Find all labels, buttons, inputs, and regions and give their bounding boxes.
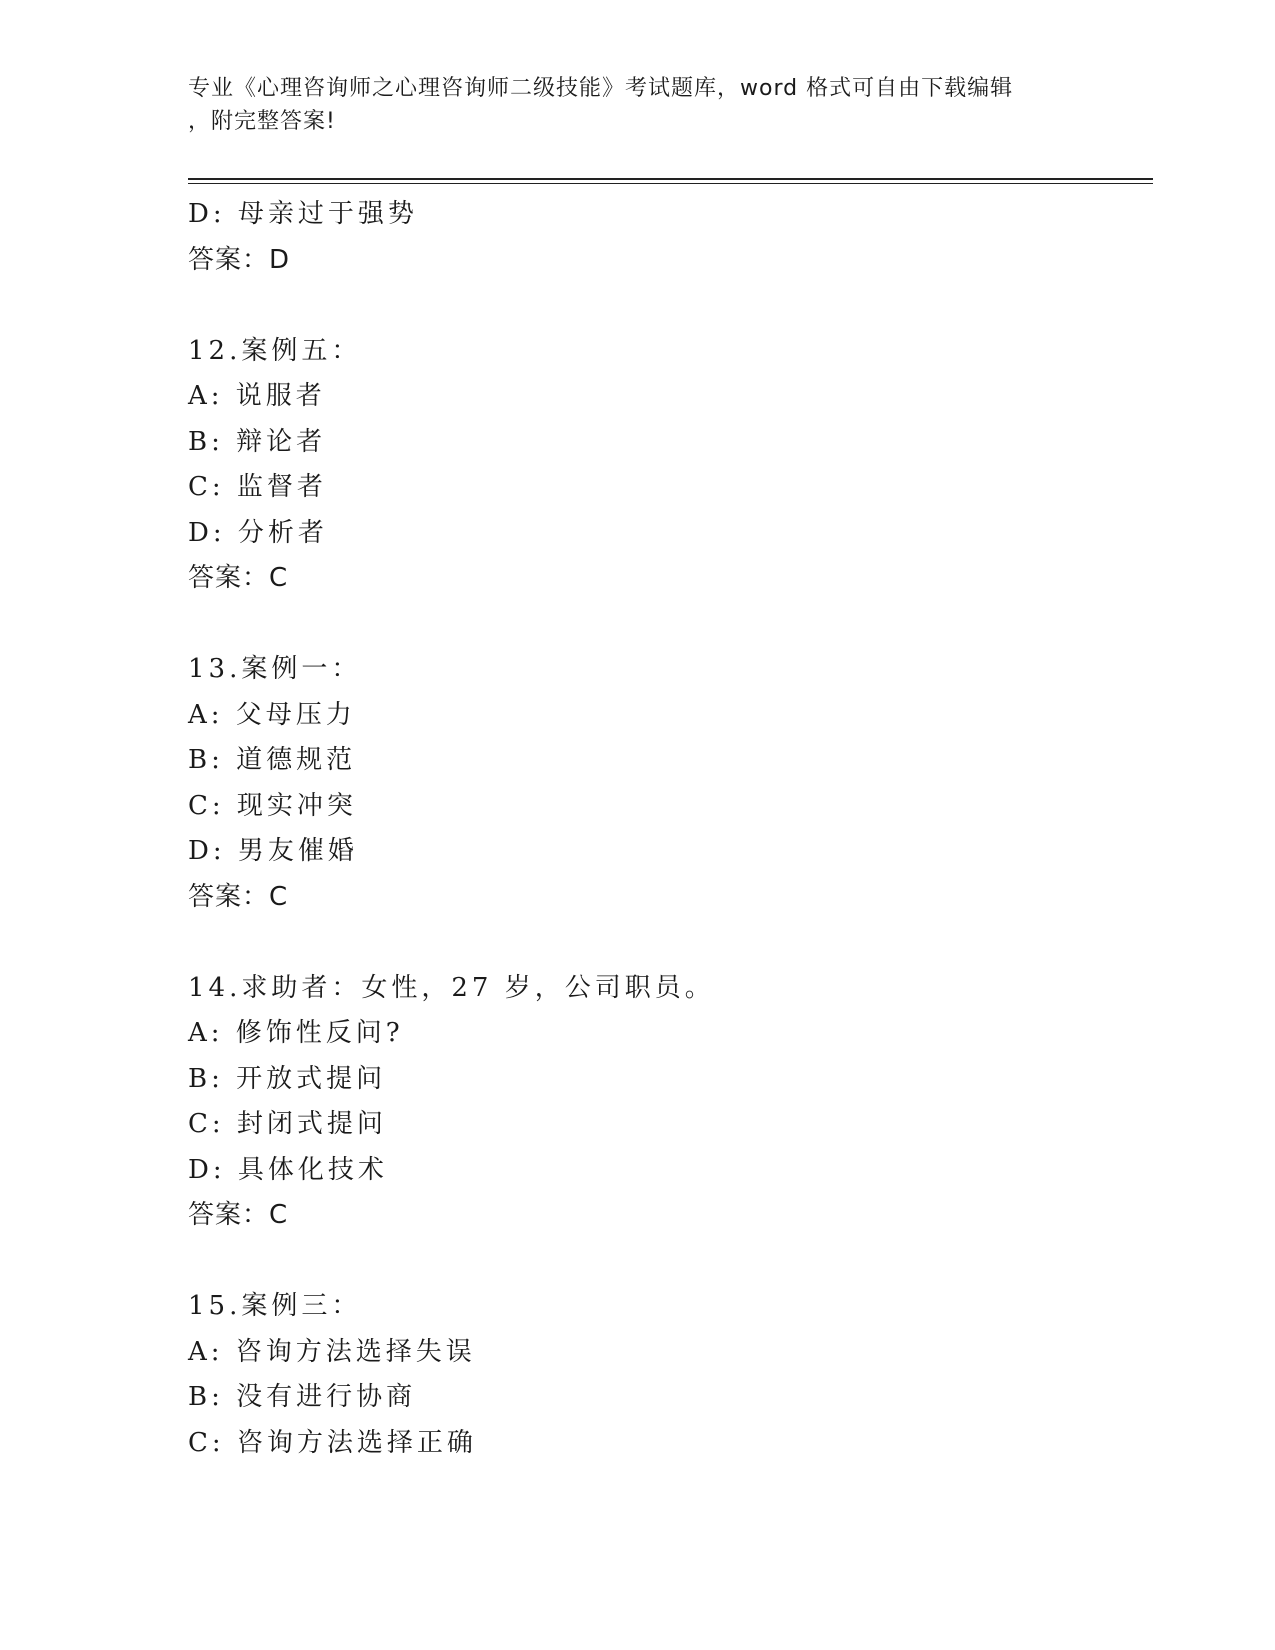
answer-line: 答案：C: [188, 881, 289, 912]
answer-line: 答案：C: [188, 563, 289, 593]
spacer: [188, 920, 1148, 966]
question-title: 14.求助者：女性，27 岁，公司职员。: [188, 972, 715, 1003]
option-d: D: 具体化技术: [188, 1154, 388, 1185]
spacer: [188, 283, 1148, 329]
option-a: A: 修饰性反问?: [188, 1018, 404, 1048]
question-15: [188, 1284, 1148, 1466]
option-d: D: 分析者: [188, 517, 328, 548]
option-b: B: 辩论者: [188, 426, 327, 457]
answer-line: 答案：C: [188, 1200, 289, 1230]
question-title: 13.案例一：: [188, 654, 362, 684]
question-14: [188, 966, 1148, 1239]
option-c: C: 监督者: [188, 472, 327, 502]
option-d: D: 男友催婚: [188, 836, 358, 866]
answer-line: 答案：D: [188, 244, 291, 275]
question-12: [188, 329, 1148, 602]
option-a: A: 父母压力: [188, 699, 356, 730]
option-a: A: 说服者: [188, 381, 326, 411]
spacer: [188, 602, 1148, 648]
option-c: C: 现实冲突: [188, 790, 357, 821]
document-header: [188, 72, 1088, 138]
header-line-1: 专业《心理咨询师之心理咨询师二级技能》考试题库，word 格式可自由下载编辑: [188, 76, 1014, 101]
question-13: [188, 647, 1148, 920]
header-rule-thin: [188, 183, 1153, 184]
question-title: 15.案例三：: [188, 1291, 362, 1321]
header-line-2: ，附完整答案!: [188, 109, 336, 134]
header-rule-thick: [188, 178, 1153, 180]
option-c: C: 封闭式提问: [188, 1109, 387, 1139]
question-title: 12.案例五：: [188, 335, 362, 366]
option-c: C: 咨询方法选择正确: [188, 1427, 477, 1458]
option-b: B: 没有进行协商: [188, 1382, 417, 1412]
document-body: [188, 192, 1148, 1466]
option-b: B: 道德规范: [188, 745, 357, 775]
option-b: B: 开放式提问: [188, 1063, 387, 1094]
option-a: A: 咨询方法选择失误: [188, 1336, 476, 1367]
option-d: D: 母亲过于强势: [188, 199, 418, 229]
spacer: [188, 1239, 1148, 1285]
